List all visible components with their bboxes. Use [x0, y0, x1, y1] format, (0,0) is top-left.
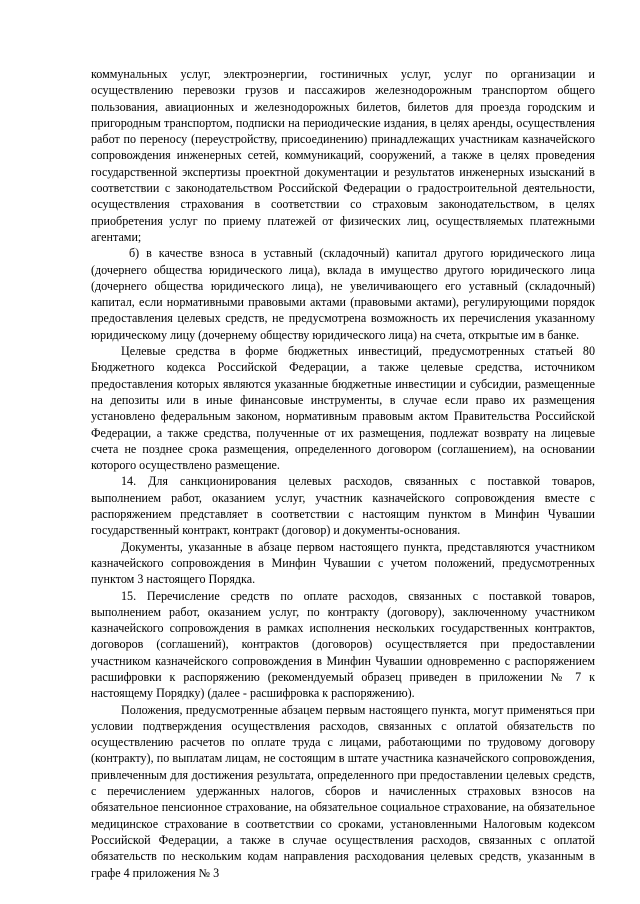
paragraph-documents: Документы, указанные в абзаце первом настоящего пункта, представляются участником казначейского сопровождения в Минфин Чувашии с учетом положений, предусмотренных пунктом 3 настоящего Порядка.	[91, 539, 595, 587]
paragraph-point-14: 14. Для санкционирования целевых расходов, связанных с поставкой товаров, выполнением работ, оказанием услуг, участник казначейского сопровождения вместе с распоряжением представляет в соответствии с настоящим пунктом в Минфин Чувашии государственный контракт, контракт (договор) и документы-основания.	[91, 474, 595, 538]
paragraph-investments: Целевые средства в форме бюджетных инвестиций, предусмотренных статьей 80 Бюджетного кодекса Российской Федерации, а также целевые средства, источником предоставления которых являются указанные бюджетные инвестиции и субсидии, размещенные на депозиты или в иные финансовые инструменты, в случае если право их размещения установлено федеральным законом, нормативным правовым актом Правительства Российской Федерации, а также средства, полученные от их размещения, подлежат возврату на лицевые счета не позднее срока размещения, определенного договором (соглашением), на основании которого осуществлено размещение.	[91, 344, 595, 473]
paragraph-services-list: коммунальных услуг, электроэнергии, гостиничных услуг, услуг по организации и осуществлению перевозки грузов и пассажиров железнодорожным транспортом общего пользования, авиационных и железнодорожных билетов, билетов для проезда городским и пригородным транспортом, подписки на периодические издания, в целях аренды, осуществления работ по переносу (переустройству, присоединению) принадлежащих участникам казначейского сопровождения инженерных сетей, коммуникаций, сооружений, а также в целях проведения государственной экспертизы проектной документации и результатов инженерных изысканий в соответствии с законодательством Российской Федерации о градостроительной деятельности, осуществления страхования в соответствии со страховым законодательством, в целях приобретения услуг по приему платежей от физических лиц, осуществляемых платежными агентами;	[91, 67, 595, 244]
paragraph-provisions: Положения, предусмотренные абзацем первым настоящего пункта, могут применяться при условии подтверждения осуществления расходов, связанных с оплатой обязательств по осуществлению расчетов по оплате труда с лицами, работающими по трудовому договору (контракту), по выплатам лицам, не состоящим в штате участника казначейского сопровождения, привлеченным для достижения результата, определенного при предоставлении целевых средств, с перечислением удержанных налогов, сборов и начисленных страховых взносов на обязательное пенсионное страхование, на обязательное социальное страхование, на обязательное медицинское страхование в соответствии со сроками, установленными Налоговым кодексом Российской Федерации, а также в случае осуществления расходов, связанных с оплатой обязательств по нескольким кодам направления расходования целевых средств, указанным в графе 4 приложения № 3	[91, 702, 595, 880]
paragraph-item-b: б) в качестве взноса в уставный (складочный) капитал другого юридического лица (дочернего общества юридического лица), вклада в имущество другого юридического лица (дочернего общества юридического лица), не увеличивающего его уставный (складочный) капитал, если нормативными правовыми актами (правовыми актами), регулирующими порядок предоставления целевых средств, не предусмотрена возможность их перечисления указанному юридическому лицу (дочернему обществу юридического лица) на счета, открытые им в банке.	[91, 246, 595, 342]
document-body	[91, 66, 595, 881]
paragraph-point-15: 15. Перечисление средств по оплате расходов, связанных с поставкой товаров, выполнением работ, оказанием услуг, по контракту (договору), заключенному участником казначейского сопровождения в рамках исполнения нескольких государственных контрактов, договоров (соглашений), контрактов (договоров) осуществляется при предоставлении участником казначейского сопровождения в Минфин Чувашии одновременно с распоряжением расшифровки к распоряжению (рекомендуемый образец приведен в приложении № 7 к настоящему Порядку) (далее - расшифровка к распоряжению).	[91, 588, 595, 701]
